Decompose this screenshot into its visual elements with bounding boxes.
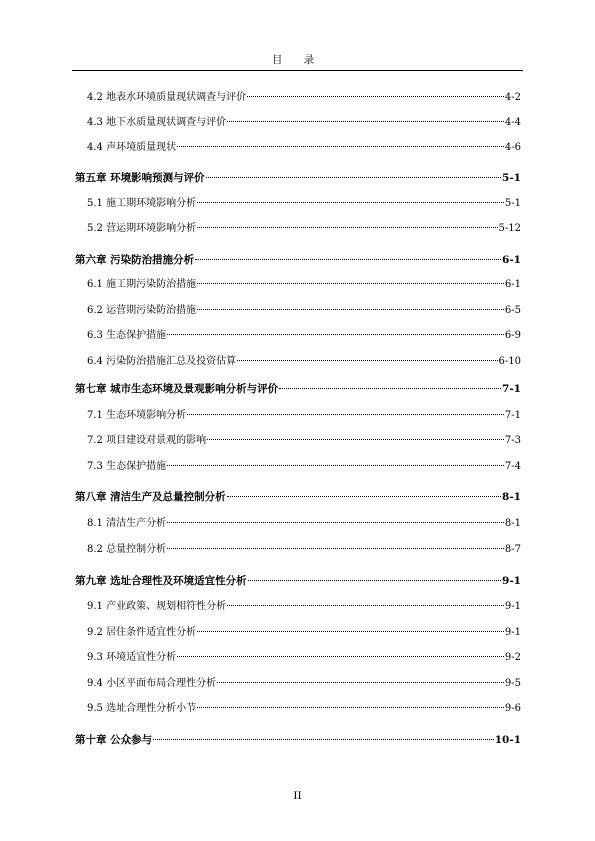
toc-entry-page: 9-1	[502, 575, 521, 587]
toc-entry-page: 4-2	[504, 92, 521, 103]
toc-section-entry[interactable]	[87, 702, 521, 716]
toc-dot-leader	[247, 96, 504, 97]
toc-dot-leader	[279, 388, 501, 389]
toc-entry-label: 4.2 地表水环境质量现状调查与评价	[87, 92, 247, 103]
toc-entry-page: 6-9	[504, 330, 521, 341]
toc-dot-leader	[167, 465, 504, 466]
toc-section-entry[interactable]	[87, 355, 521, 369]
toc-chapter-entry[interactable]	[75, 253, 521, 267]
toc-entry-page: 5-1	[504, 198, 521, 209]
toc-entry-label: 9.4 小区平面布局合理性分析	[87, 678, 217, 689]
toc-dot-leader	[227, 496, 501, 497]
toc-chapter-entry[interactable]	[75, 382, 521, 396]
toc-entry-label: 4.4 声环境质量现状	[87, 142, 177, 153]
toc-entry-label: 5.2 营运期环境影响分析	[87, 223, 197, 234]
toc-entry-label: 6.4 污染防治措施汇总及投资估算	[87, 356, 237, 367]
toc-section-entry[interactable]	[87, 626, 521, 640]
toc-entry-label: 7.2 项目建设对景观的影响	[87, 435, 207, 446]
toc-entry-page: 6-5	[504, 305, 521, 316]
toc-entry-page: 8-1	[502, 491, 521, 503]
toc-dot-leader	[195, 259, 501, 260]
toc-entry-label: 9.2 居住条件适宜性分析	[87, 627, 197, 638]
toc-dot-leader	[187, 414, 504, 415]
toc-section-entry[interactable]	[87, 329, 521, 343]
toc-entry-label: 5.1 施工期环境影响分析	[87, 198, 197, 209]
toc-dot-leader	[167, 522, 504, 523]
toc-entry-page: 4-4	[504, 117, 521, 128]
toc-dot-leader	[206, 177, 501, 178]
toc-entry-label: 7.3 生态保护措施	[87, 461, 167, 472]
toc-dot-leader	[197, 631, 504, 632]
toc-entry-label: 4.3 地下水质量现状调查与评价	[87, 117, 227, 128]
toc-entry-page: 5-1	[502, 172, 521, 184]
toc-dot-leader	[167, 548, 504, 549]
toc-section-entry[interactable]	[87, 600, 521, 614]
toc-entry-label: 8.1 清洁生产分析	[87, 518, 167, 529]
toc-entry-label: 第六章 污染防治措施分析	[75, 254, 195, 266]
toc-entry-page: 9-2	[504, 652, 521, 663]
toc-entry-label: 第七章 城市生态环境及景观影响分析与评价	[75, 383, 279, 395]
toc-chapter-entry[interactable]	[75, 490, 521, 504]
toc-entry-page: 9-1	[504, 601, 521, 612]
toc-entry-label: 6.2 运营期污染防治措施	[87, 305, 197, 316]
toc-entry-page: 6-1	[504, 279, 521, 290]
toc-entry-label: 8.2 总量控制分析	[87, 544, 167, 555]
toc-entry-label: 第五章 环境影响预测与评价	[75, 172, 205, 184]
toc-entry-page: 7-1	[502, 383, 521, 395]
toc-entry-label: 第九章 选址合理性及环境适宜性分析	[75, 575, 247, 587]
toc-entry-page: 8-7	[504, 544, 521, 555]
toc-entry-page: 8-1	[504, 518, 521, 529]
toc-dot-leader	[227, 121, 504, 122]
header-rule	[72, 70, 523, 71]
toc-section-entry[interactable]	[87, 460, 521, 474]
toc-dot-leader	[217, 682, 504, 683]
toc-section-entry[interactable]	[87, 278, 521, 292]
toc-dot-leader	[207, 439, 504, 440]
toc-entry-label: 6.1 施工期污染防治措施	[87, 279, 197, 290]
toc-section-entry[interactable]	[87, 409, 521, 423]
toc-section-entry[interactable]	[87, 677, 521, 691]
toc-chapter-entry[interactable]	[75, 574, 521, 588]
toc-entry-label: 第十章 公众参与	[75, 734, 153, 746]
toc-entry-label: 第八章 清洁生产及总量控制分析	[75, 491, 226, 503]
toc-entry-page: 6-1	[502, 254, 521, 266]
toc-entry-page: 7-4	[504, 461, 521, 472]
toc-dot-leader	[197, 227, 497, 228]
toc-section-entry[interactable]	[87, 651, 521, 665]
toc-entry-label: 9.5 选址合理性分析小节	[87, 703, 197, 714]
toc-section-entry[interactable]	[87, 222, 521, 236]
toc-entry-page: 9-6	[504, 703, 521, 714]
toc-entry-page: 5-12	[498, 223, 521, 234]
toc-entry-page: 10-1	[494, 734, 521, 746]
toc-entry-label: 6.3 生态保护措施	[87, 330, 167, 341]
toc-entry-page: 9-5	[504, 678, 521, 689]
toc-dot-leader	[197, 707, 504, 708]
toc-dot-leader	[227, 605, 504, 606]
toc-dot-leader	[177, 656, 504, 657]
toc-dot-leader	[197, 309, 504, 310]
toc-section-entry[interactable]	[87, 116, 521, 130]
header-title: 目 录	[271, 54, 324, 66]
toc-entry-page: 4-6	[504, 142, 521, 153]
toc-entry-page: 6-10	[498, 356, 521, 367]
toc-section-entry[interactable]	[87, 197, 521, 211]
toc-section-entry[interactable]	[87, 141, 521, 155]
toc-entry-label: 7.1 生态环境影响分析	[87, 410, 187, 421]
toc-entry-page: 9-1	[504, 627, 521, 638]
toc-dot-leader	[248, 580, 501, 581]
toc-entry-page: 7-3	[504, 435, 521, 446]
toc-section-entry[interactable]	[87, 517, 521, 531]
toc-entry-page: 7-1	[504, 410, 521, 421]
toc-chapter-entry[interactable]	[75, 171, 521, 185]
toc-dot-leader	[177, 146, 504, 147]
toc-section-entry[interactable]	[87, 304, 521, 318]
toc-dot-leader	[237, 360, 497, 361]
toc-dot-leader	[153, 739, 494, 740]
page-number: II	[293, 790, 302, 802]
toc-dot-leader	[197, 202, 504, 203]
toc-entry-label: 9.1 产业政策、规划相符性分析	[87, 601, 227, 612]
toc-chapter-entry[interactable]	[75, 733, 521, 747]
toc-section-entry[interactable]	[87, 434, 521, 448]
toc-dot-leader	[197, 283, 504, 284]
toc-section-entry[interactable]	[87, 543, 521, 557]
toc-section-entry[interactable]	[87, 91, 521, 105]
toc-dot-leader	[167, 334, 504, 335]
toc-entry-label: 9.3 环境适宜性分析	[87, 652, 177, 663]
